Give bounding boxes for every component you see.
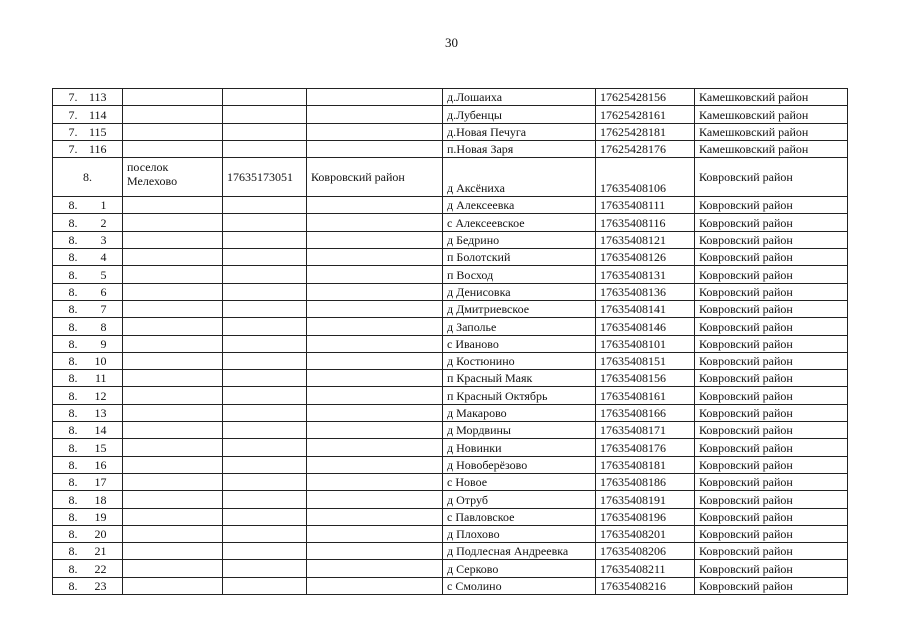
settlement-oktmo: 17635408216 — [596, 577, 695, 594]
municipality-name — [123, 283, 223, 300]
table-row — [53, 387, 848, 404]
municipality-code — [223, 249, 307, 266]
row-index: 8. — [68, 527, 78, 542]
municipality-name — [123, 300, 223, 317]
row-number — [53, 473, 123, 490]
table-row — [53, 123, 848, 140]
settlement-name: п Восход — [443, 266, 596, 283]
settlement-name: д Макарово — [443, 404, 596, 421]
municipality-name — [123, 508, 223, 525]
table-row — [53, 300, 848, 317]
row-number — [53, 140, 123, 157]
municipality-name — [123, 266, 223, 283]
row-index: 7. — [68, 90, 78, 105]
settlement-oktmo: 17635408156 — [596, 370, 695, 387]
row-number — [53, 560, 123, 577]
municipality-name — [123, 335, 223, 352]
table-row — [53, 473, 848, 490]
municipality-code — [223, 560, 307, 577]
municipality-code — [223, 456, 307, 473]
municipality-code — [223, 370, 307, 387]
settlement-oktmo: 17635408151 — [596, 352, 695, 369]
row-subindex: 3 — [100, 233, 107, 248]
row-subindex: 22 — [94, 561, 107, 576]
municipality-code — [223, 335, 307, 352]
municipality-name — [123, 473, 223, 490]
row-number — [53, 439, 123, 456]
settlement-name: д Денисовка — [443, 283, 596, 300]
municipality-district — [307, 473, 443, 490]
table-row — [53, 577, 848, 594]
municipality-code — [223, 300, 307, 317]
settlement-raion: Камешковский район — [695, 140, 848, 157]
settlement-name: п Красный Маяк — [443, 370, 596, 387]
row-number — [53, 370, 123, 387]
municipality-code — [223, 214, 307, 231]
row-subindex: 115 — [88, 124, 107, 139]
row-index: 8. — [68, 579, 78, 594]
table-row — [53, 140, 848, 157]
row-number — [53, 106, 123, 123]
settlement-name: д Новинки — [443, 439, 596, 456]
row-number — [53, 404, 123, 421]
row-number — [53, 525, 123, 542]
municipality-district — [307, 123, 443, 140]
settlement-name: п Красный Октябрь — [443, 387, 596, 404]
table-row — [53, 249, 848, 266]
municipality-district — [307, 456, 443, 473]
row-index: 8. — [68, 250, 78, 265]
row-index: 8. — [68, 233, 78, 248]
settlement-oktmo: 17625428156 — [596, 89, 695, 106]
municipality-code — [223, 106, 307, 123]
table-row — [53, 543, 848, 560]
row-number: 8. — [53, 158, 123, 197]
settlement-raion: Ковровский район — [695, 370, 848, 387]
municipality-district — [307, 404, 443, 421]
table-row — [53, 266, 848, 283]
municipality-code — [223, 266, 307, 283]
municipality-district — [307, 89, 443, 106]
municipality-name — [123, 404, 223, 421]
row-index: 8. — [68, 544, 78, 559]
table-row — [53, 283, 848, 300]
municipality-code — [223, 491, 307, 508]
row-index: 7. — [68, 124, 78, 139]
municipality-code — [223, 89, 307, 106]
municipality-code — [223, 387, 307, 404]
municipality-name — [123, 491, 223, 508]
settlement-name: д Серково — [443, 560, 596, 577]
table-row — [53, 318, 848, 335]
municipality-name — [123, 249, 223, 266]
settlement-raion: Ковровский район — [695, 473, 848, 490]
row-index: 8. — [68, 371, 78, 386]
table-row — [53, 89, 848, 106]
municipality-district — [307, 577, 443, 594]
settlements-table — [52, 88, 848, 595]
settlement-name: д Алексеевка — [443, 197, 596, 214]
municipality-district — [307, 491, 443, 508]
settlement-raion: Ковровский район — [695, 560, 848, 577]
municipality-code — [223, 123, 307, 140]
settlement-oktmo: 17635408211 — [596, 560, 695, 577]
row-subindex: 8 — [100, 319, 107, 334]
settlement-name: д Дмитриевское — [443, 300, 596, 317]
row-number — [53, 352, 123, 369]
municipality-district — [307, 508, 443, 525]
settlement-oktmo: 17635408171 — [596, 422, 695, 439]
settlement-name: с Смолино — [443, 577, 596, 594]
municipality-code — [223, 422, 307, 439]
municipality-district — [307, 370, 443, 387]
municipality-district — [307, 140, 443, 157]
row-index: 8. — [68, 406, 78, 421]
row-subindex: 20 — [94, 527, 107, 542]
row-index: 8. — [68, 354, 78, 369]
row-subindex: 113 — [88, 90, 107, 105]
settlement-raion: Ковровский район — [695, 456, 848, 473]
municipality-district — [307, 335, 443, 352]
row-subindex: 5 — [100, 267, 107, 282]
row-number — [53, 123, 123, 140]
municipality-district — [307, 249, 443, 266]
row-subindex: 12 — [94, 388, 107, 403]
municipality-district — [307, 543, 443, 560]
table-row — [53, 335, 848, 352]
table-row — [53, 370, 848, 387]
settlement-raion: Камешковский район — [695, 106, 848, 123]
settlement-raion: Ковровский район — [695, 422, 848, 439]
municipality-name-line2: Мелехово — [127, 174, 178, 189]
municipality-name — [123, 123, 223, 140]
row-index: 8. — [68, 457, 78, 472]
settlement-name: д Мордвины — [443, 422, 596, 439]
municipality-code — [223, 543, 307, 560]
row-index: 7. — [68, 107, 78, 122]
municipality-name — [123, 140, 223, 157]
settlement-name: д Бедрино — [443, 231, 596, 248]
row-number — [53, 214, 123, 231]
table-row — [53, 197, 848, 214]
settlement-raion: Ковровский район — [695, 158, 848, 197]
row-index: 8. — [68, 198, 78, 213]
row-subindex: 17 — [94, 475, 107, 490]
settlement-oktmo: 17635408121 — [596, 231, 695, 248]
municipality-name — [123, 577, 223, 594]
settlement-raion: Ковровский район — [695, 491, 848, 508]
row-index: 8. — [68, 440, 78, 455]
settlement-name: д Подлесная Андреевка — [443, 543, 596, 560]
settlement-name: д Костюнино — [443, 352, 596, 369]
settlement-oktmo: 17635408166 — [596, 404, 695, 421]
table-row — [53, 439, 848, 456]
settlement-oktmo: 17635408141 — [596, 300, 695, 317]
municipality-code — [223, 197, 307, 214]
municipality-name — [123, 158, 223, 197]
row-subindex: 10 — [94, 354, 107, 369]
row-number — [53, 456, 123, 473]
row-number — [53, 197, 123, 214]
table-row — [53, 422, 848, 439]
municipality-name — [123, 560, 223, 577]
settlement-raion: Ковровский район — [695, 318, 848, 335]
table-body-bottom — [53, 197, 848, 595]
row-subindex: 2 — [100, 215, 107, 230]
row-number — [53, 577, 123, 594]
table-row — [53, 404, 848, 421]
settlement-oktmo: 17635408196 — [596, 508, 695, 525]
row-index: 8. — [68, 267, 78, 282]
row-number — [53, 422, 123, 439]
row-index: 8. — [68, 561, 78, 576]
municipality-name — [123, 456, 223, 473]
municipality-code — [223, 525, 307, 542]
municipality-code — [223, 439, 307, 456]
settlement-raion: Ковровский район — [695, 300, 848, 317]
row-number — [53, 318, 123, 335]
row-subindex: 16 — [94, 457, 107, 472]
settlement-raion: Ковровский район — [695, 387, 848, 404]
municipality-code — [223, 404, 307, 421]
settlement-oktmo: 17635408126 — [596, 249, 695, 266]
table-row — [53, 456, 848, 473]
settlement-raion: Ковровский район — [695, 249, 848, 266]
settlement-oktmo: 17635408186 — [596, 473, 695, 490]
row-number — [53, 283, 123, 300]
table-body-main — [53, 158, 848, 197]
settlement-name: д.Лубенцы — [443, 106, 596, 123]
municipality-district — [307, 439, 443, 456]
row-number — [53, 491, 123, 508]
settlement-name: п Болотский — [443, 249, 596, 266]
municipality-district — [307, 422, 443, 439]
settlement-raion: Ковровский район — [695, 335, 848, 352]
page-number: 30 — [445, 35, 458, 50]
row-index: 8. — [68, 302, 78, 317]
settlement-oktmo: 17635408146 — [596, 318, 695, 335]
municipality-district — [307, 283, 443, 300]
settlement-raion: Ковровский район — [695, 214, 848, 231]
settlement-oktmo: 17625428176 — [596, 140, 695, 157]
settlement-raion: Ковровский район — [695, 352, 848, 369]
row-subindex: 19 — [94, 509, 107, 524]
table-row — [53, 491, 848, 508]
settlement-name: с Алексеевское — [443, 214, 596, 231]
row-index: 8. — [68, 492, 78, 507]
row-subindex: 114 — [88, 107, 107, 122]
settlement-raion: Ковровский район — [695, 525, 848, 542]
settlement-raion: Ковровский район — [695, 231, 848, 248]
municipality-name — [123, 525, 223, 542]
table-row — [53, 508, 848, 525]
municipality-district — [307, 387, 443, 404]
settlement-raion: Ковровский район — [695, 508, 848, 525]
row-subindex: 1 — [100, 198, 107, 213]
table-row — [53, 106, 848, 123]
municipality-district — [307, 318, 443, 335]
settlement-oktmo: 17635408101 — [596, 335, 695, 352]
municipality-district — [307, 300, 443, 317]
row-number — [53, 231, 123, 248]
row-subindex: 6 — [100, 284, 107, 299]
settlement-name: д Новоберёзово — [443, 456, 596, 473]
table-row — [53, 560, 848, 577]
municipality-district — [307, 266, 443, 283]
row-number — [53, 508, 123, 525]
settlement-oktmo: 17635408206 — [596, 543, 695, 560]
municipality-district — [307, 214, 443, 231]
settlement-name: с Павловское — [443, 508, 596, 525]
settlement-name: с Новое — [443, 473, 596, 490]
settlement-name: д Плохово — [443, 525, 596, 542]
table-body-top — [53, 89, 848, 158]
row-index: 8. — [68, 388, 78, 403]
municipality-name — [123, 89, 223, 106]
settlement-name: д.Новая Печуга — [443, 123, 596, 140]
municipality-code — [223, 140, 307, 157]
settlement-oktmo: 17635408201 — [596, 525, 695, 542]
municipality-code — [223, 283, 307, 300]
municipality-name — [123, 231, 223, 248]
municipality-name — [123, 106, 223, 123]
municipality-district — [307, 525, 443, 542]
row-subindex: 18 — [94, 492, 107, 507]
municipality-name — [123, 370, 223, 387]
row-number — [53, 387, 123, 404]
municipality-name — [123, 439, 223, 456]
row-number — [53, 543, 123, 560]
row-number — [53, 335, 123, 352]
municipality-district: Ковровский район — [307, 158, 443, 197]
settlement-oktmo: 17635408131 — [596, 266, 695, 283]
municipality-name-line1: поселок — [127, 160, 169, 175]
settlement-name: п.Новая Заря — [443, 140, 596, 157]
settlement-oktmo: 17635408191 — [596, 491, 695, 508]
settlement-oktmo: 17625428181 — [596, 123, 695, 140]
municipality-name — [123, 197, 223, 214]
settlement-oktmo: 17635408181 — [596, 456, 695, 473]
settlement-oktmo: 17635408106 — [596, 158, 695, 197]
row-subindex: 15 — [94, 440, 107, 455]
settlement-oktmo: 17635408111 — [596, 197, 695, 214]
row-index: 8. — [68, 319, 78, 334]
settlement-raion: Камешковский район — [695, 123, 848, 140]
row-subindex: 13 — [94, 406, 107, 421]
settlement-oktmo: 17635408116 — [596, 214, 695, 231]
row-subindex: 116 — [88, 142, 107, 157]
municipality-code — [223, 352, 307, 369]
municipality-code — [223, 231, 307, 248]
municipality-district — [307, 197, 443, 214]
row-index: 8. — [68, 336, 78, 351]
settlement-raion: Ковровский район — [695, 197, 848, 214]
settlement-raion: Ковровский район — [695, 543, 848, 560]
municipality-name — [123, 352, 223, 369]
row-number — [53, 249, 123, 266]
settlement-name: с Иваново — [443, 335, 596, 352]
table-row-main — [53, 158, 848, 197]
table-row — [53, 231, 848, 248]
row-number — [53, 300, 123, 317]
municipality-name — [123, 387, 223, 404]
settlement-oktmo: 17635408161 — [596, 387, 695, 404]
settlement-oktmo: 17635408176 — [596, 439, 695, 456]
municipality-code: 17635173051 — [223, 158, 307, 197]
row-index: 8. — [68, 284, 78, 299]
municipality-name — [123, 214, 223, 231]
settlement-name: д Аксёниха — [443, 158, 596, 197]
settlement-name: д.Лошаиха — [443, 89, 596, 106]
row-number — [53, 266, 123, 283]
settlement-oktmo: 17635408136 — [596, 283, 695, 300]
row-index: 8. — [68, 475, 78, 490]
row-subindex: 9 — [100, 336, 107, 351]
settlement-raion: Ковровский район — [695, 439, 848, 456]
table-row — [53, 525, 848, 542]
row-number — [53, 89, 123, 106]
municipality-district — [307, 231, 443, 248]
municipality-district — [307, 352, 443, 369]
row-subindex: 14 — [94, 423, 107, 438]
row-subindex: 4 — [100, 250, 107, 265]
row-index: 8. — [68, 215, 78, 230]
municipality-district — [307, 106, 443, 123]
row-index: 7. — [68, 142, 78, 157]
row-subindex: 7 — [100, 302, 107, 317]
settlement-raion: Ковровский район — [695, 577, 848, 594]
settlement-raion: Ковровский район — [695, 404, 848, 421]
settlement-oktmo: 17625428161 — [596, 106, 695, 123]
settlement-raion: Ковровский район — [695, 283, 848, 300]
municipality-name — [123, 422, 223, 439]
municipality-name — [123, 543, 223, 560]
row-subindex: 11 — [94, 371, 107, 386]
settlement-raion: Камешковский район — [695, 89, 848, 106]
table-row — [53, 352, 848, 369]
municipality-code — [223, 508, 307, 525]
row-subindex: 23 — [94, 579, 107, 594]
table-row — [53, 214, 848, 231]
municipality-code — [223, 577, 307, 594]
municipality-code — [223, 318, 307, 335]
settlement-name: д Заполье — [443, 318, 596, 335]
municipality-code — [223, 473, 307, 490]
municipality-district — [307, 560, 443, 577]
settlement-raion: Ковровский район — [695, 266, 848, 283]
municipality-name — [123, 318, 223, 335]
settlement-name: д Отруб — [443, 491, 596, 508]
row-index: 8. — [68, 509, 78, 524]
row-subindex: 21 — [94, 544, 107, 559]
row-index: 8. — [68, 423, 78, 438]
